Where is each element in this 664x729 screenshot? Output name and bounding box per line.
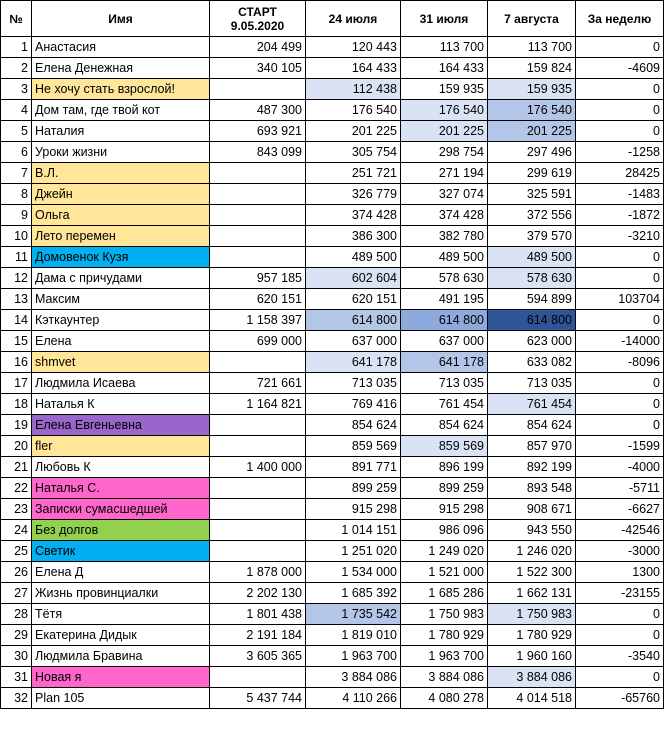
cell-week[interactable]: 0 bbox=[576, 247, 664, 268]
cell-jul24[interactable]: 1 819 010 bbox=[306, 625, 401, 646]
table-row bbox=[1, 436, 664, 457]
cell-start[interactable] bbox=[210, 541, 306, 562]
cell-jul31[interactable]: 491 195 bbox=[401, 289, 488, 310]
cell-name[interactable]: Записки сумасшедшей bbox=[32, 499, 210, 520]
cell-week[interactable]: 0 bbox=[576, 604, 664, 625]
cell-start[interactable]: 620 151 bbox=[210, 289, 306, 310]
cell-aug7[interactable]: 1 662 131 bbox=[488, 583, 576, 604]
table-row bbox=[1, 58, 664, 79]
cell-jul24[interactable]: 899 259 bbox=[306, 478, 401, 499]
table-row bbox=[1, 268, 664, 289]
cell-jul24[interactable]: 1 685 392 bbox=[306, 583, 401, 604]
cell-no[interactable]: 3 bbox=[1, 79, 32, 100]
header-week[interactable]: За неделю bbox=[576, 1, 664, 37]
cell-start[interactable] bbox=[210, 247, 306, 268]
cell-name[interactable]: Джейн bbox=[32, 184, 210, 205]
cell-jul24[interactable]: 3 884 086 bbox=[306, 667, 401, 688]
cell-week[interactable]: -3540 bbox=[576, 646, 664, 667]
table-row bbox=[1, 79, 664, 100]
cell-aug7[interactable]: 297 496 bbox=[488, 142, 576, 163]
cell-start[interactable] bbox=[210, 226, 306, 247]
table-row bbox=[1, 310, 664, 331]
cell-jul31[interactable]: 382 780 bbox=[401, 226, 488, 247]
cell-name[interactable]: Наталия bbox=[32, 121, 210, 142]
cell-jul31[interactable]: 614 800 bbox=[401, 310, 488, 331]
cell-week[interactable]: -42546 bbox=[576, 520, 664, 541]
table-row bbox=[1, 520, 664, 541]
cell-jul24[interactable]: 305 754 bbox=[306, 142, 401, 163]
cell-jul31[interactable]: 854 624 bbox=[401, 415, 488, 436]
cell-aug7[interactable]: 4 014 518 bbox=[488, 688, 576, 709]
cell-no[interactable]: 5 bbox=[1, 121, 32, 142]
cell-name[interactable]: Дом там, где твой кот bbox=[32, 100, 210, 121]
cell-jul24[interactable]: 1 014 151 bbox=[306, 520, 401, 541]
cell-start[interactable]: 5 437 744 bbox=[210, 688, 306, 709]
table-row bbox=[1, 478, 664, 499]
header-name[interactable]: Имя bbox=[32, 1, 210, 37]
cell-no[interactable]: 15 bbox=[1, 331, 32, 352]
table-row bbox=[1, 394, 664, 415]
cell-no[interactable]: 12 bbox=[1, 268, 32, 289]
table-row bbox=[1, 688, 664, 709]
cell-no[interactable]: 32 bbox=[1, 688, 32, 709]
cell-no[interactable]: 11 bbox=[1, 247, 32, 268]
cell-jul24[interactable]: 489 500 bbox=[306, 247, 401, 268]
cell-jul24[interactable]: 176 540 bbox=[306, 100, 401, 121]
cell-jul31[interactable]: 201 225 bbox=[401, 121, 488, 142]
cell-no[interactable]: 20 bbox=[1, 436, 32, 457]
cell-week[interactable]: 0 bbox=[576, 415, 664, 436]
cell-start[interactable] bbox=[210, 667, 306, 688]
cell-aug7[interactable]: 892 199 bbox=[488, 457, 576, 478]
cell-no[interactable]: 31 bbox=[1, 667, 32, 688]
table-row bbox=[1, 562, 664, 583]
cell-no[interactable]: 23 bbox=[1, 499, 32, 520]
cell-name[interactable]: Plan 105 bbox=[32, 688, 210, 709]
table-row bbox=[1, 373, 664, 394]
cell-aug7[interactable]: 1 750 983 bbox=[488, 604, 576, 625]
cell-no[interactable]: 13 bbox=[1, 289, 32, 310]
cell-aug7[interactable]: 578 630 bbox=[488, 268, 576, 289]
cell-no[interactable]: 1 bbox=[1, 37, 32, 58]
table-row bbox=[1, 121, 664, 142]
table-row bbox=[1, 352, 664, 373]
cell-no[interactable]: 7 bbox=[1, 163, 32, 184]
cell-aug7[interactable]: 159 935 bbox=[488, 79, 576, 100]
table-row bbox=[1, 142, 664, 163]
cell-aug7[interactable]: 1 522 300 bbox=[488, 562, 576, 583]
table-row bbox=[1, 289, 664, 310]
table-row bbox=[1, 184, 664, 205]
cell-start[interactable] bbox=[210, 436, 306, 457]
cell-week[interactable]: 0 bbox=[576, 373, 664, 394]
cell-aug7[interactable]: 3 884 086 bbox=[488, 667, 576, 688]
cell-no[interactable]: 24 bbox=[1, 520, 32, 541]
table-row bbox=[1, 625, 664, 646]
table-row bbox=[1, 331, 664, 352]
cell-name[interactable]: fler bbox=[32, 436, 210, 457]
cell-no[interactable]: 9 bbox=[1, 205, 32, 226]
cell-jul24[interactable]: 713 035 bbox=[306, 373, 401, 394]
cell-name[interactable]: Екатерина Дидык bbox=[32, 625, 210, 646]
cell-name[interactable]: Уроки жизни bbox=[32, 142, 210, 163]
cell-start[interactable]: 340 105 bbox=[210, 58, 306, 79]
table-row bbox=[1, 604, 664, 625]
cell-jul31[interactable]: 3 884 086 bbox=[401, 667, 488, 688]
cell-jul24[interactable]: 859 569 bbox=[306, 436, 401, 457]
header-row bbox=[1, 1, 664, 37]
cell-no[interactable]: 2 bbox=[1, 58, 32, 79]
cell-jul24[interactable]: 1 534 000 bbox=[306, 562, 401, 583]
cell-week[interactable]: 0 bbox=[576, 37, 664, 58]
table-row bbox=[1, 37, 664, 58]
cell-name[interactable]: Жизнь провинциалки bbox=[32, 583, 210, 604]
cell-week[interactable]: -65760 bbox=[576, 688, 664, 709]
table-row bbox=[1, 163, 664, 184]
cell-start[interactable]: 843 099 bbox=[210, 142, 306, 163]
cell-jul24[interactable]: 201 225 bbox=[306, 121, 401, 142]
cell-week[interactable]: 103704 bbox=[576, 289, 664, 310]
cell-no[interactable]: 19 bbox=[1, 415, 32, 436]
cell-start[interactable]: 2 202 130 bbox=[210, 583, 306, 604]
cell-jul24[interactable]: 854 624 bbox=[306, 415, 401, 436]
table-row bbox=[1, 415, 664, 436]
cell-jul24[interactable]: 769 416 bbox=[306, 394, 401, 415]
cell-name[interactable]: Любовь К bbox=[32, 457, 210, 478]
cell-start[interactable]: 1 801 438 bbox=[210, 604, 306, 625]
cell-no[interactable]: 8 bbox=[1, 184, 32, 205]
cell-name[interactable]: Наталья К bbox=[32, 394, 210, 415]
cell-aug7[interactable]: 113 700 bbox=[488, 37, 576, 58]
cell-name[interactable]: В.Л. bbox=[32, 163, 210, 184]
cell-jul31[interactable]: 641 178 bbox=[401, 352, 488, 373]
table-row bbox=[1, 646, 664, 667]
cell-week[interactable]: 28425 bbox=[576, 163, 664, 184]
cell-jul24[interactable]: 641 178 bbox=[306, 352, 401, 373]
cell-no[interactable]: 21 bbox=[1, 457, 32, 478]
cell-aug7[interactable]: 908 671 bbox=[488, 499, 576, 520]
cell-no[interactable]: 25 bbox=[1, 541, 32, 562]
cell-jul31[interactable]: 859 569 bbox=[401, 436, 488, 457]
header-no[interactable]: № bbox=[1, 1, 32, 37]
cell-aug7[interactable]: 633 082 bbox=[488, 352, 576, 373]
cell-aug7[interactable]: 176 540 bbox=[488, 100, 576, 121]
cell-no[interactable]: 26 bbox=[1, 562, 32, 583]
cell-jul31[interactable]: 637 000 bbox=[401, 331, 488, 352]
cell-name[interactable]: Елена Денежная bbox=[32, 58, 210, 79]
cell-jul31[interactable]: 1 685 286 bbox=[401, 583, 488, 604]
cell-start[interactable] bbox=[210, 478, 306, 499]
cell-no[interactable]: 14 bbox=[1, 310, 32, 331]
cell-jul31[interactable]: 1 249 020 bbox=[401, 541, 488, 562]
cell-no[interactable]: 27 bbox=[1, 583, 32, 604]
table-row bbox=[1, 499, 664, 520]
cell-jul24[interactable]: 112 438 bbox=[306, 79, 401, 100]
cell-name[interactable]: Домовенок Кузя bbox=[32, 247, 210, 268]
cell-jul31[interactable]: 713 035 bbox=[401, 373, 488, 394]
cell-jul31[interactable]: 578 630 bbox=[401, 268, 488, 289]
cell-jul24[interactable]: 386 300 bbox=[306, 226, 401, 247]
cell-no[interactable]: 4 bbox=[1, 100, 32, 121]
cell-jul24[interactable]: 602 604 bbox=[306, 268, 401, 289]
cell-name[interactable]: Без долгов bbox=[32, 520, 210, 541]
cell-jul24[interactable]: 4 110 266 bbox=[306, 688, 401, 709]
cell-jul24[interactable]: 374 428 bbox=[306, 205, 401, 226]
cell-week[interactable]: -6627 bbox=[576, 499, 664, 520]
cell-no[interactable]: 16 bbox=[1, 352, 32, 373]
cell-name[interactable]: Елена Д bbox=[32, 562, 210, 583]
cell-jul31[interactable]: 4 080 278 bbox=[401, 688, 488, 709]
cell-jul31[interactable]: 159 935 bbox=[401, 79, 488, 100]
cell-jul24[interactable]: 891 771 bbox=[306, 457, 401, 478]
cell-aug7[interactable]: 1 246 020 bbox=[488, 541, 576, 562]
cell-jul31[interactable]: 899 259 bbox=[401, 478, 488, 499]
cell-name[interactable]: Не хочу стать взрослой! bbox=[32, 79, 210, 100]
cell-no[interactable]: 28 bbox=[1, 604, 32, 625]
cell-name[interactable]: Максим bbox=[32, 289, 210, 310]
cell-no[interactable]: 6 bbox=[1, 142, 32, 163]
cell-aug7[interactable]: 372 556 bbox=[488, 205, 576, 226]
cell-jul31[interactable]: 489 500 bbox=[401, 247, 488, 268]
cell-aug7[interactable]: 159 824 bbox=[488, 58, 576, 79]
table-row bbox=[1, 247, 664, 268]
cell-week[interactable]: -5711 bbox=[576, 478, 664, 499]
cell-jul31[interactable]: 896 199 bbox=[401, 457, 488, 478]
cell-name[interactable]: Людмила Бравина bbox=[32, 646, 210, 667]
cell-name[interactable]: Елена Евгеньевна bbox=[32, 415, 210, 436]
cell-start[interactable]: 1 878 000 bbox=[210, 562, 306, 583]
cell-name[interactable]: Новая я bbox=[32, 667, 210, 688]
cell-name[interactable]: Елена bbox=[32, 331, 210, 352]
cell-start[interactable]: 3 605 365 bbox=[210, 646, 306, 667]
cell-week[interactable]: -8096 bbox=[576, 352, 664, 373]
cell-jul24[interactable]: 1 963 700 bbox=[306, 646, 401, 667]
table-row bbox=[1, 541, 664, 562]
cell-week[interactable]: -3000 bbox=[576, 541, 664, 562]
table-row bbox=[1, 667, 664, 688]
cell-week[interactable]: 0 bbox=[576, 310, 664, 331]
cell-aug7[interactable]: 489 500 bbox=[488, 247, 576, 268]
cell-no[interactable]: 17 bbox=[1, 373, 32, 394]
cell-start[interactable]: 1 158 397 bbox=[210, 310, 306, 331]
cell-jul24[interactable]: 120 443 bbox=[306, 37, 401, 58]
cell-start[interactable]: 2 191 184 bbox=[210, 625, 306, 646]
cell-jul24[interactable]: 1 251 020 bbox=[306, 541, 401, 562]
cell-start[interactable]: 957 185 bbox=[210, 268, 306, 289]
table-row bbox=[1, 457, 664, 478]
cell-week[interactable]: 0 bbox=[576, 121, 664, 142]
cell-no[interactable]: 18 bbox=[1, 394, 32, 415]
cell-jul24[interactable]: 164 433 bbox=[306, 58, 401, 79]
cell-start[interactable]: 204 499 bbox=[210, 37, 306, 58]
cell-aug7[interactable]: 713 035 bbox=[488, 373, 576, 394]
cell-aug7[interactable]: 857 970 bbox=[488, 436, 576, 457]
table-body bbox=[1, 37, 664, 709]
cell-week[interactable]: 0 bbox=[576, 394, 664, 415]
cell-jul31[interactable]: 176 540 bbox=[401, 100, 488, 121]
cell-week[interactable]: 0 bbox=[576, 625, 664, 646]
cell-start[interactable] bbox=[210, 79, 306, 100]
cell-jul31[interactable]: 1 963 700 bbox=[401, 646, 488, 667]
cell-week[interactable]: 1300 bbox=[576, 562, 664, 583]
cell-name[interactable]: Светик bbox=[32, 541, 210, 562]
cell-start[interactable] bbox=[210, 415, 306, 436]
cell-week[interactable]: 0 bbox=[576, 100, 664, 121]
cell-jul24[interactable]: 637 000 bbox=[306, 331, 401, 352]
cell-name[interactable]: Кэткаунтер bbox=[32, 310, 210, 331]
cell-name[interactable]: Наталья С. bbox=[32, 478, 210, 499]
cell-week[interactable]: -3210 bbox=[576, 226, 664, 247]
cell-start[interactable] bbox=[210, 520, 306, 541]
cell-no[interactable]: 10 bbox=[1, 226, 32, 247]
cell-jul24[interactable]: 915 298 bbox=[306, 499, 401, 520]
cell-name[interactable]: Ольга bbox=[32, 205, 210, 226]
cell-week[interactable]: -1872 bbox=[576, 205, 664, 226]
cell-jul31[interactable]: 1 750 983 bbox=[401, 604, 488, 625]
cell-aug7[interactable]: 761 454 bbox=[488, 394, 576, 415]
table-row bbox=[1, 205, 664, 226]
cell-jul31[interactable]: 374 428 bbox=[401, 205, 488, 226]
cell-no[interactable]: 22 bbox=[1, 478, 32, 499]
cell-name[interactable]: Анастасия bbox=[32, 37, 210, 58]
cell-aug7[interactable]: 299 619 bbox=[488, 163, 576, 184]
cell-week[interactable]: 0 bbox=[576, 79, 664, 100]
cell-jul24[interactable]: 620 151 bbox=[306, 289, 401, 310]
table-row bbox=[1, 100, 664, 121]
cell-start[interactable] bbox=[210, 163, 306, 184]
cell-jul31[interactable]: 327 074 bbox=[401, 184, 488, 205]
cell-name[interactable]: Лето перемен bbox=[32, 226, 210, 247]
cell-jul31[interactable]: 1 780 929 bbox=[401, 625, 488, 646]
header-start[interactable] bbox=[210, 1, 306, 37]
cell-week[interactable]: -1483 bbox=[576, 184, 664, 205]
cell-aug7[interactable]: 201 225 bbox=[488, 121, 576, 142]
cell-no[interactable]: 30 bbox=[1, 646, 32, 667]
cell-aug7[interactable]: 854 624 bbox=[488, 415, 576, 436]
cell-week[interactable]: -4609 bbox=[576, 58, 664, 79]
cell-start[interactable] bbox=[210, 352, 306, 373]
header-jul31[interactable]: 31 июля bbox=[401, 1, 488, 37]
cell-name[interactable]: Тётя bbox=[32, 604, 210, 625]
cell-jul31[interactable]: 164 433 bbox=[401, 58, 488, 79]
header-start-line2: 9.05.2020 bbox=[230, 18, 285, 33]
header-jul24[interactable]: 24 июля bbox=[306, 1, 401, 37]
cell-jul31[interactable]: 761 454 bbox=[401, 394, 488, 415]
header-start-line1: СТАРТ bbox=[238, 4, 277, 19]
cell-jul24[interactable]: 614 800 bbox=[306, 310, 401, 331]
cell-name[interactable]: Людмила Исаева bbox=[32, 373, 210, 394]
cell-jul24[interactable]: 1 735 542 bbox=[306, 604, 401, 625]
cell-start[interactable]: 1 400 000 bbox=[210, 457, 306, 478]
cell-start[interactable] bbox=[210, 499, 306, 520]
cell-aug7[interactable]: 1 780 929 bbox=[488, 625, 576, 646]
cell-jul31[interactable]: 986 096 bbox=[401, 520, 488, 541]
cell-week[interactable]: 0 bbox=[576, 667, 664, 688]
cell-start[interactable]: 1 164 821 bbox=[210, 394, 306, 415]
cell-aug7[interactable]: 594 899 bbox=[488, 289, 576, 310]
cell-week[interactable]: -1599 bbox=[576, 436, 664, 457]
table-row bbox=[1, 226, 664, 247]
cell-jul31[interactable]: 271 194 bbox=[401, 163, 488, 184]
cell-start[interactable]: 699 000 bbox=[210, 331, 306, 352]
cell-aug7[interactable]: 893 548 bbox=[488, 478, 576, 499]
cell-aug7[interactable]: 325 591 bbox=[488, 184, 576, 205]
cell-jul24[interactable]: 251 721 bbox=[306, 163, 401, 184]
cell-start[interactable]: 721 661 bbox=[210, 373, 306, 394]
cell-week[interactable]: 0 bbox=[576, 268, 664, 289]
cell-name[interactable]: Дама с причудами bbox=[32, 268, 210, 289]
cell-start[interactable]: 487 300 bbox=[210, 100, 306, 121]
cell-start[interactable] bbox=[210, 184, 306, 205]
cell-week[interactable]: -1258 bbox=[576, 142, 664, 163]
cell-jul31[interactable]: 113 700 bbox=[401, 37, 488, 58]
cell-aug7[interactable]: 614 800 bbox=[488, 310, 576, 331]
cell-no[interactable]: 29 bbox=[1, 625, 32, 646]
cell-start[interactable] bbox=[210, 205, 306, 226]
cell-week[interactable]: -14000 bbox=[576, 331, 664, 352]
cell-aug7[interactable]: 943 550 bbox=[488, 520, 576, 541]
table-row bbox=[1, 583, 664, 604]
header-aug7[interactable]: 7 августа bbox=[488, 1, 576, 37]
cell-start[interactable]: 693 921 bbox=[210, 121, 306, 142]
cell-aug7[interactable]: 379 570 bbox=[488, 226, 576, 247]
cell-aug7[interactable]: 1 960 160 bbox=[488, 646, 576, 667]
cell-jul31[interactable]: 915 298 bbox=[401, 499, 488, 520]
cell-jul31[interactable]: 1 521 000 bbox=[401, 562, 488, 583]
cell-week[interactable]: -23155 bbox=[576, 583, 664, 604]
cell-jul24[interactable]: 326 779 bbox=[306, 184, 401, 205]
cell-week[interactable]: -4000 bbox=[576, 457, 664, 478]
cell-aug7[interactable]: 623 000 bbox=[488, 331, 576, 352]
cell-name[interactable]: shmvet bbox=[32, 352, 210, 373]
cell-jul31[interactable]: 298 754 bbox=[401, 142, 488, 163]
